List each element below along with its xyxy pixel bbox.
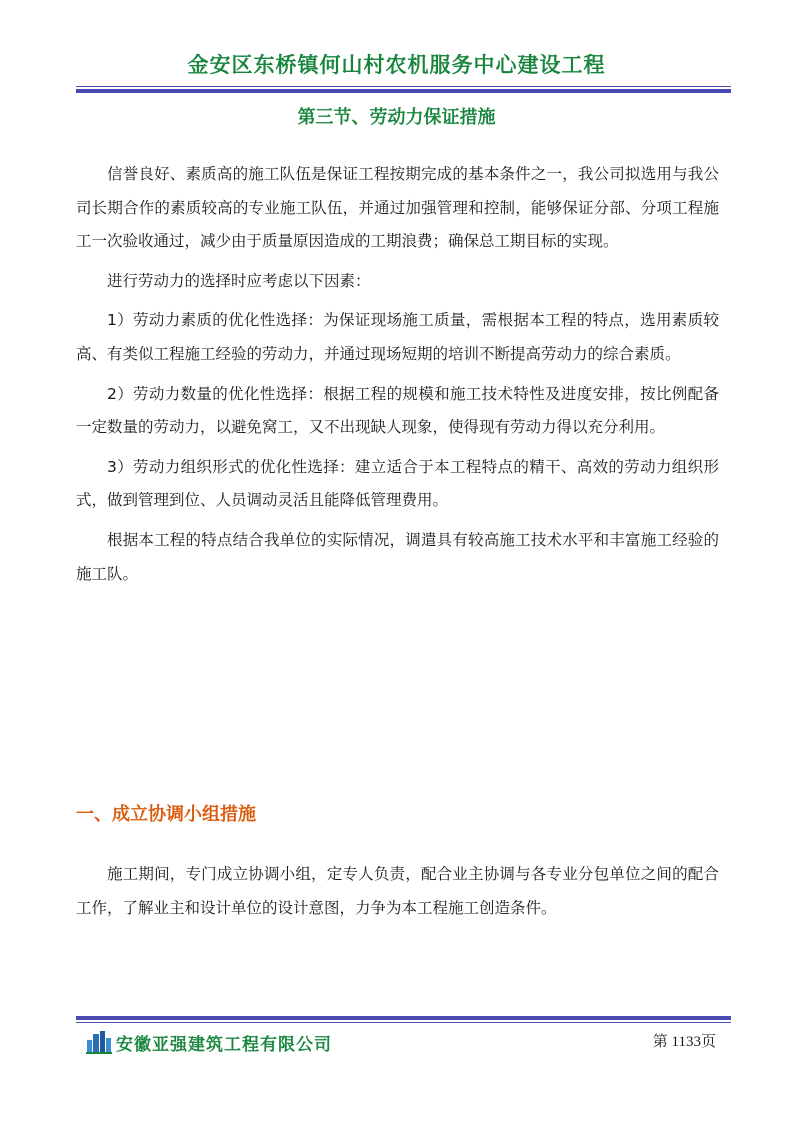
paragraph: 2）劳动力数量的优化性选择：根据工程的规模和施工技术特性及进度安排，按比例配备一定数量的劳动力，以避免窝工，又不出现缺人现象，使得现有劳动力得以充分利用。 <box>76 384 719 437</box>
paragraph: 1）劳动力素质的优化性选择：为保证现场施工质量，需根据本工程的特点，选用素质较高、有类似工程施工经验的劳动力，并通过现场短期的培训不断提高劳动力的综合素质。 <box>76 311 719 363</box>
building-logo-icon <box>86 1030 112 1054</box>
page-number: 第 1133页 <box>652 1034 716 1050</box>
footer-rule-thick <box>76 1016 731 1020</box>
subsection-text-block <box>76 858 719 925</box>
paragraph: 根据本工程的特点结合我单位的实际情况，调遣具有较高施工技术水平和丰富施工经验的施工队。 <box>76 530 719 583</box>
footer-company-name: 安徽亚强建筑工程有限公司 <box>116 1034 332 1055</box>
subsection-heading: 一、成立协调小组措施 <box>76 804 256 825</box>
footer-company <box>86 1028 332 1056</box>
paragraph: 施工期间，专门成立协调小组，定专人负责，配合业主协调与各专业分包单位之间的配合工作，了解业主和设计单位的设计意图，力争为本工程施工创造条件。 <box>76 865 719 917</box>
header-rule-thick <box>76 89 731 93</box>
paragraph: 信誉良好、素质高的施工队伍是保证工程按期完成的基本条件之一，我公司拟选用与我公司长期合作的素质较高的专业施工队伍，并通过加强管理和控制，能够保证分部、分项工程施工一次验收通过，减少由于质量原因造成的工期浪费；确保总工期目标的实现。 <box>76 165 719 251</box>
paragraph: 3）劳动力组织形式的优化性选择：建立适合于本工程特点的精干、高效的劳动力组织形式，做到管理到位、人员调动灵活且能降低管理费用。 <box>76 457 719 510</box>
paragraph: 进行劳动力的选择时应考虑以下因素： <box>107 271 371 290</box>
section-title: 第三节、劳动力保证措施 <box>297 107 496 128</box>
footer-rule-thin <box>76 1022 731 1023</box>
body-text-block <box>76 158 719 591</box>
header-rule-thin <box>76 86 731 87</box>
document-header-title: 金安区东桥镇何山村农机服务中心建设工程 <box>187 53 606 77</box>
